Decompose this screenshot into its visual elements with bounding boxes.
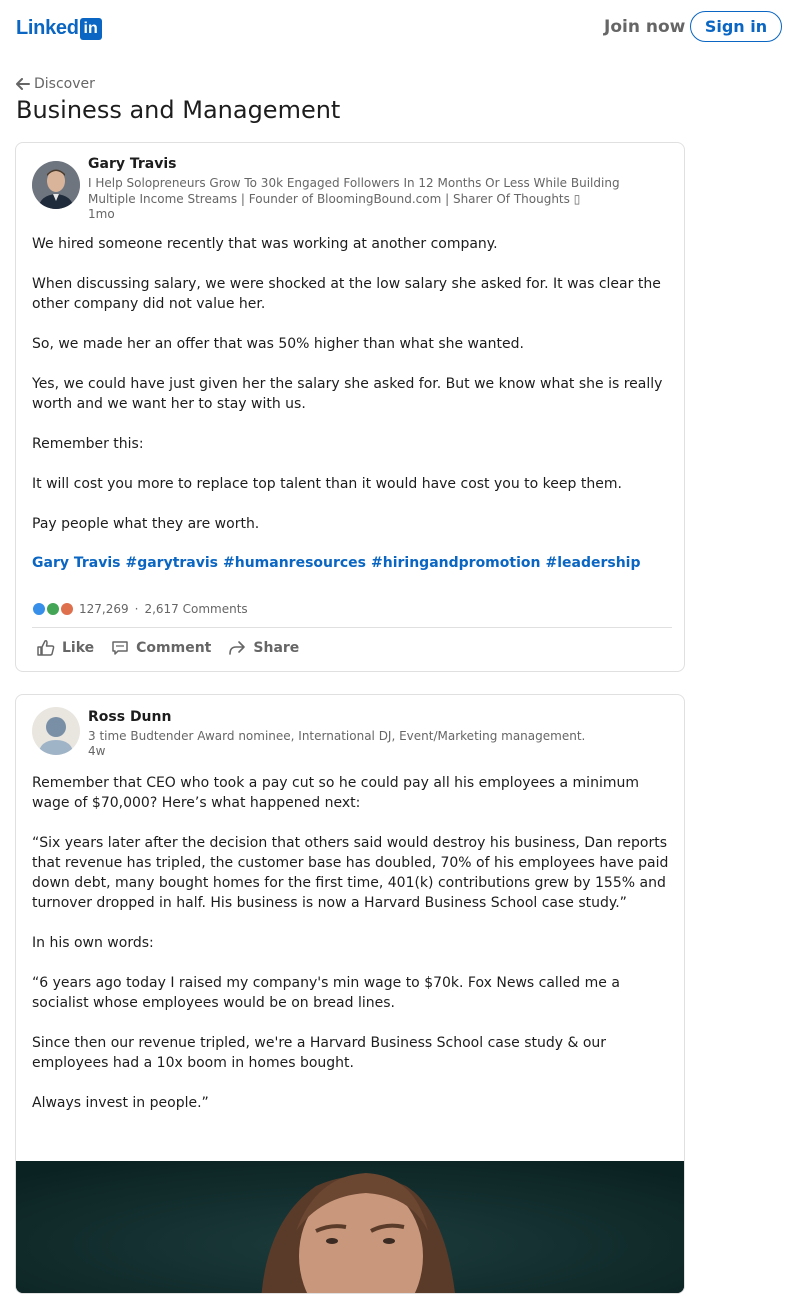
post-paragraph: When discussing salary, we were shocked at the low salary she asked for. It was clear the other company did not value her. (32, 276, 661, 312)
author-headline: I Help Solopreneurs Grow To 30k Engaged Followers In 12 Months Or Less While Building Multiple Income Streams | Founder of BloomingBound.com | Sharer Of Thoughts ▯ (88, 176, 620, 206)
author-name[interactable]: Gary Travis (88, 156, 177, 172)
arrow-left-icon (16, 78, 30, 90)
reactions-count[interactable]: 127,269 (79, 602, 129, 616)
linkedin-logo[interactable] (16, 17, 102, 40)
comment-button[interactable] (110, 637, 211, 659)
post-paragraph: “6 years ago today I raised my company's min wage to $70k. Fox News called me a socialist whose employees would be on bread lines. (32, 975, 620, 1011)
hashtag-link[interactable]: #hiringandpromotion (371, 555, 541, 571)
post-paragraph: In his own words: (32, 935, 154, 951)
logo-text: Linked (16, 17, 79, 39)
share-button[interactable] (227, 637, 299, 659)
like-button[interactable] (36, 637, 94, 659)
post-paragraph: Since then our revenue tripled, we're a Harvard Business School case study & our employees had a 10x boom in homes bought. (32, 1035, 607, 1071)
post-card (15, 694, 685, 1294)
post-time: 1mo (88, 207, 115, 221)
page-title: Business and Management (16, 96, 341, 124)
author-name[interactable]: Ross Dunn (88, 709, 172, 725)
post-paragraph: Remember this: (32, 436, 144, 452)
post-paragraph: Yes, we could have just given her the salary she asked for. But we know what she is really worth and we want her to stay with us. (32, 376, 663, 412)
post-paragraph: Remember that CEO who took a pay cut so he could pay all his employees a minimum wage of $70,000? Here’s what happened next: (32, 775, 639, 811)
hashtag-link[interactable]: #humanresources (223, 555, 367, 571)
post-body (32, 234, 672, 554)
post-image[interactable] (16, 1161, 684, 1294)
hashtag-link[interactable]: Gary Travis (32, 555, 121, 571)
post-actions (36, 637, 315, 659)
share-icon (227, 638, 247, 658)
join-now-link[interactable]: Join now (604, 17, 686, 37)
sign-in-button[interactable]: Sign in (690, 11, 782, 42)
post-paragraph: We hired someone recently that was working at another company. (32, 236, 498, 252)
post-paragraph: It will cost you more to replace top talent than it would have cost you to keep them. (32, 476, 622, 492)
share-label: Share (253, 640, 300, 656)
like-label: Like (62, 640, 95, 656)
author-avatar[interactable] (32, 707, 80, 755)
social-counts (32, 602, 248, 616)
post-paragraph: Always invest in people.” (32, 1095, 209, 1111)
like-reaction-icon (32, 602, 46, 616)
comments-count[interactable]: 2,617 Comments (144, 602, 248, 616)
love-reaction-icon (60, 602, 74, 616)
author-headline: 3 time Budtender Award nominee, International DJ, Event/Marketing management. (88, 729, 586, 743)
post-card (15, 142, 685, 672)
celebrate-reaction-icon (46, 602, 60, 616)
divider (32, 627, 672, 628)
post-body (32, 773, 672, 1133)
post-paragraph: Pay people what they are worth. (32, 516, 260, 532)
comment-label: Comment (136, 640, 212, 656)
thumbs-up-icon (36, 638, 56, 658)
comment-icon (110, 638, 130, 658)
post-time: 4w (88, 744, 106, 758)
logo-in-badge: in (80, 18, 102, 40)
back-label: Discover (34, 76, 95, 92)
hashtag-list (32, 555, 645, 571)
top-nav (0, 0, 800, 56)
hashtag-link[interactable]: #garytravis (125, 555, 218, 571)
count-separator: · (134, 602, 139, 616)
back-to-discover-link[interactable] (16, 76, 95, 92)
author-avatar[interactable] (32, 161, 80, 209)
post-paragraph: “Six years later after the decision that others said would destroy his business, Dan reports that revenue has tripled, the customer base has doubled, 70% of his employees have paid down debt, many bought homes for the first time, 401(k) contributions grew by 155% and turnover dropped in half. His business is now a Harvard Business School case study.” (32, 835, 669, 911)
post-paragraph: So, we made her an offer that was 50% higher than what she wanted. (32, 336, 524, 352)
hashtag-link[interactable]: #leadership (545, 555, 641, 571)
